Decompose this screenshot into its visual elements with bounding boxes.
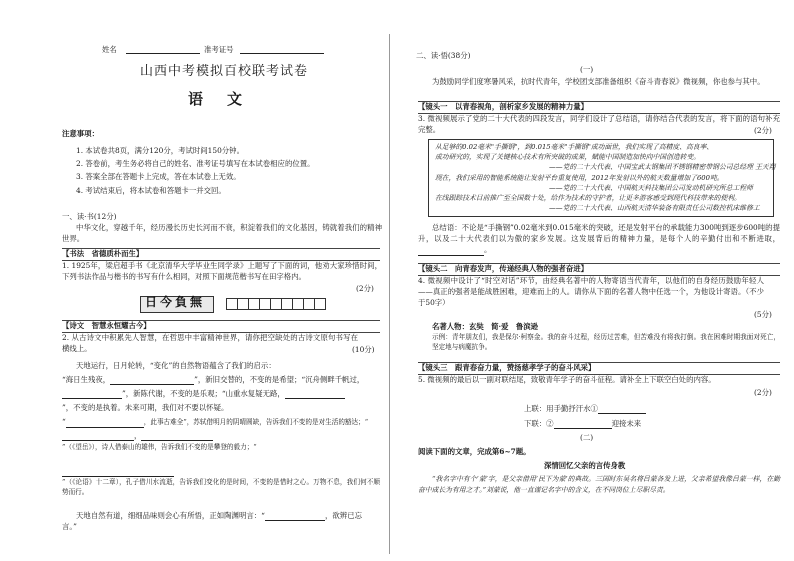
question-1-score: (2分) [356,284,374,293]
quote-line: 成功研究的，实现了关键核心技术有所突破的成果，赋能中国制造加快向中国创造转变。 [435,153,701,161]
blank-couplet-2[interactable] [554,419,612,429]
question-3-score: (2分) [754,126,772,135]
name-label: 姓名 [102,45,117,54]
poem-paragraph [62,510,362,532]
intro-paragraph: 中华文化，穿越千年，经历漫长历史长河而不衰，积淀着我们的文化基因，铸就着我们的精神世界。 [62,223,382,244]
exam-no-label: 准考证号 [204,45,234,54]
quote-source: ——党的二十大代表、中国宝武太钢集团不锈钢精密带钢公司总经理 王天翔 [549,163,776,171]
blank-6[interactable] [141,431,213,441]
question-5-score: (2分) [754,388,772,397]
poem-text: ”，新陈代谢，不变的是乐观；“山重水复疑无路， [122,389,285,398]
quote-line: 从足够的0.02毫米"手撕钢"，到0.015毫米"手撕钢"成功面世，我们实现了高精度、高良率、 [435,143,714,151]
reading-heading: 阅读下面的文章，完成第6~7题。 [418,447,531,456]
note-item: 4. 考试结束后，将本试卷和答题卡一并交回。 [76,186,226,195]
blank-4[interactable] [66,418,144,428]
blank-3[interactable] [285,389,345,399]
section-heading: 一、读·书(12分) [62,212,117,221]
question-4: 4. 微视频中设计了“时空对话”环节，由经典名著中的人物寄语当代青年，以他们的自身经历鼓励年轻人——真正的强者是能战胜困难，迎难而上的人。请你从下面的名著人物中任选一个，为他设计寄语。（不少于50字） [418,276,764,308]
task-heading: 【镜头三 跟青春奋力量，赞扬慈孝学子的奋斗风采】 [418,363,596,372]
notes-heading: 注意事项： [62,129,99,138]
summary-paragraph [418,222,780,256]
task-heading: 【镜头二 向青春发声，传递经典人物的强者奋进】 [418,264,588,273]
names-line: 名著人物：玄奘 简·爱 鲁滨逊 [432,322,539,331]
note-item: 3. 答案全部在答题卡上完成，答在本试卷上无效。 [76,172,241,181]
name-underline [126,44,200,54]
left-page [0,0,388,561]
task-heading: 【书法 省德质朴而生】 [62,249,144,258]
example-paragraph: 示例：青年朋友们，我是保尔·柯察金。我的奋斗过程，经历过苦难，但苦难没有将我打倒。我在困难时期我面对死亡，坚定地与病魔抗争。 [432,333,780,351]
quote-box [428,139,774,217]
summary-text: 总结语：不论是“手撕钢”0.02毫米到0.015毫米的突破，还是发射平台的承载能力300吨到逐步600吨的提升，以及二十大代表们以为傲的家乡发展。这发展背后的精神力量，是每个人的辛勤付出和不断进取， [418,223,780,244]
blank-5[interactable] [62,431,134,441]
summary-text: 。 [484,245,492,255]
poem-line [62,388,345,399]
blank-8[interactable] [265,511,325,521]
quote-source: ——党的二十大代表、山西航天清华装备有限责任公司数控机床维修工 [549,204,760,212]
question-5: 5. 微视频的最后以一副对联结尾，致敬青年学子的奋斗征程。请补全上下联空白处的内容。 [418,375,716,384]
part-label: (一) [580,65,594,74]
blank-couplet-1[interactable] [598,404,646,414]
intro-paragraph: 为鼓励同学们度寒暑风采，抗时代青年，学校团支部准备组织《奋斗青春说》微视频，你也参与其中。 [432,77,765,86]
poem-paragraph: ”（《论语》十二章），孔子借川水流逝，告诉我们变化的是时间，不变的是惜时之心。万物不息，我们何不顺势而行。 [62,478,380,496]
question-3: 3. 微视频展示了党的二十大代表的四段发言，同学们设计了总结语，请你结合代表的发言，将下面的语句补充完整。 [418,114,780,135]
section-heading: 二、读·悟(38分) [416,51,471,60]
poem-text: ，欲辨已忘言。” [62,511,362,532]
calligraphy-text: 日今負無 [145,295,206,309]
poem-text: ，此事古难全”，苏轼借明月的阴晴圆缺，告诉我们不变的是对生活的豁达；“ [143,418,369,426]
poem-line [62,466,174,477]
question-1: 1. 1925年，梁启超手书《北京清华大学毕业生同学录》上题写了下面的词，他劝大家珍惜时间，下列书法作品与楷书的书写有什么相同，对照下面规范楷书写在田字格内。 [62,261,382,282]
blank-1[interactable] [110,375,194,385]
quote-line: 在线跟踪技术目前推广至全国数十处，给作为技术的守护者，让更多游客感受到现代科技带来的便利。 [435,194,741,202]
quote-source: ——党的二十大代表、中国航天科技集团公司发动机研究所总工程师 [549,184,753,192]
poem-line: ”，不变的是执着。未来可期，我们对不要以怀疑。 [62,403,229,412]
page-divider [389,34,390,554]
blank-2[interactable] [62,389,122,399]
question-2: 2. 从古诗文中积累先人智慧，在哲思中丰富精神世界，请你把空缺处的古诗文原句书写在横线上。 [62,333,358,354]
question-2-score: (10分) [352,345,375,354]
poem-paragraph: 天地运行，日月轮转，“变化”的自然物语蕴含了我们的启示： [76,361,276,370]
task-heading: 【诗文 智慧永恒耀古今】 [62,321,151,330]
poem-text: ， [134,431,142,440]
quote-line: 现在，我们采用的智能系统能让发射平台重复使用，2012年发射以外的航天数量增加了600吨。 [435,174,724,182]
couplet-label: 上联：用手勤抒汗水① [524,404,598,413]
note-item: 2. 答卷前，考生务必将自己的姓名、准考证号填写在本试卷相应的位置。 [76,159,315,168]
couplet-text: 迎接未来 [611,419,642,428]
couplet-label: 下联：② [524,419,554,428]
couplet-lower [524,418,641,429]
question-4-score: (5分) [754,310,772,319]
poem-text: ”，新旧交替的，不变的是希望；“沉舟侧畔千帆过， [194,375,365,384]
article-title: 深情回忆父亲的言传身教 [544,461,626,470]
blank-summary[interactable] [418,246,484,256]
poem-line [62,416,368,428]
poem-line [62,374,364,385]
blank-7[interactable] [62,467,174,477]
poem-text: “ [62,417,66,426]
subject-title: 语文 [188,90,267,108]
poem-line [62,430,213,441]
poem-text: “海日生残夜， [62,375,111,384]
task-heading: 【镜头一 以青春视角，剖析家乡发展的精神力量】 [418,102,588,111]
article-paragraph: “我名字中有个‘蒙’字，是父亲借用‘民下为蒙’的典故。三国时东吴名将吕蒙各发上进，父亲希望我像吕蒙一样，在勤奋中成长为有用之才。”刘蒙说，他一直谨记名字中的含义，在不同岗位上尽职尽责。 [418,475,780,495]
exam-no-underline [240,44,324,54]
part-label: (二) [580,433,594,442]
poem-paragraph: ”（《望岳》），诗人借泰山的雄伟，告诉我们不变的是攀登的毅力；“ [62,443,257,451]
paper-title: 山西中考模拟百校联考试卷 [140,64,309,79]
tianzige-grid[interactable] [226,298,325,310]
note-item: 1. 本试卷共8页，满分120分，考试时间150分钟。 [76,146,244,155]
poem-text: 天地自然有道，细细品味则会心有所悟，正如陶渊明言：“ [76,511,265,520]
couplet-upper [524,403,646,414]
right-page [402,0,794,561]
